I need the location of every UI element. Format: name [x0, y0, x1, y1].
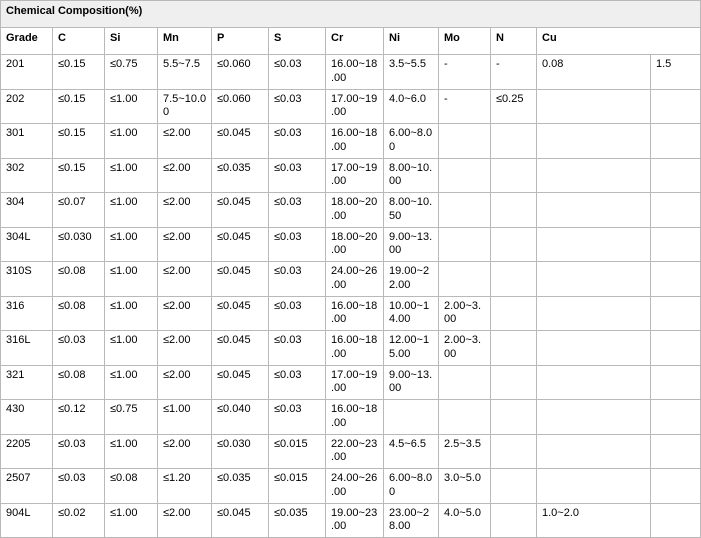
cell-mn: 5.5~7.5 [158, 55, 212, 90]
cell-c: ≤0.15 [53, 158, 105, 193]
cell-ni: 12.00~15.00 [384, 331, 439, 366]
cell-ni: 6.00~8.00 [384, 469, 439, 504]
cell-si: ≤0.75 [105, 55, 158, 90]
cell-n [491, 296, 537, 331]
cell-p: ≤0.045 [212, 124, 269, 159]
cell-mo: - [439, 55, 491, 90]
table-row [1, 89, 701, 124]
cell-extra [651, 365, 701, 400]
cell-ni: 4.5~6.5 [384, 434, 439, 469]
cell-s: ≤0.03 [269, 124, 326, 159]
cell-cu [537, 400, 651, 435]
cell-ni: 6.00~8.00 [384, 124, 439, 159]
cell-cr: 18.00~20.00 [326, 193, 384, 228]
cell-ni: 10.00~14.00 [384, 296, 439, 331]
cell-si: ≤1.00 [105, 193, 158, 228]
cell-mo: - [439, 89, 491, 124]
cell-grade: 316L [1, 331, 53, 366]
cell-n [491, 331, 537, 366]
table-row [1, 227, 701, 262]
column-header-mn: Mn [158, 28, 212, 55]
cell-extra [651, 434, 701, 469]
cell-n [491, 262, 537, 297]
cell-si: ≤1.00 [105, 365, 158, 400]
cell-p: ≤0.035 [212, 158, 269, 193]
cell-mo: 2.5~3.5 [439, 434, 491, 469]
cell-s: ≤0.03 [269, 158, 326, 193]
cell-s: ≤0.03 [269, 193, 326, 228]
cell-grade: 301 [1, 124, 53, 159]
cell-s: ≤0.03 [269, 296, 326, 331]
cell-si: ≤1.00 [105, 503, 158, 538]
cell-mo: 4.0~5.0 [439, 503, 491, 538]
cell-p: ≤0.060 [212, 89, 269, 124]
cell-n [491, 365, 537, 400]
cell-si: ≤1.00 [105, 89, 158, 124]
cell-s: ≤0.03 [269, 227, 326, 262]
column-header-mo: Mo [439, 28, 491, 55]
cell-ni: 4.0~6.0 [384, 89, 439, 124]
cell-cu [537, 158, 651, 193]
table-row [1, 124, 701, 159]
cell-cr: 17.00~19.00 [326, 158, 384, 193]
cell-ni: 19.00~22.00 [384, 262, 439, 297]
cell-s: ≤0.015 [269, 469, 326, 504]
cell-mn: ≤1.20 [158, 469, 212, 504]
cell-c: ≤0.08 [53, 296, 105, 331]
cell-cu [537, 469, 651, 504]
cell-grade: 304L [1, 227, 53, 262]
column-header-cu: Cu [537, 28, 701, 55]
cell-si: ≤1.00 [105, 262, 158, 297]
cell-cr: 24.00~26.00 [326, 469, 384, 504]
table-row [1, 400, 701, 435]
cell-grade: 2507 [1, 469, 53, 504]
cell-c: ≤0.12 [53, 400, 105, 435]
cell-si: ≤1.00 [105, 227, 158, 262]
cell-ni: 9.00~13.00 [384, 227, 439, 262]
cell-extra [651, 262, 701, 297]
cell-cr: 24.00~26.00 [326, 262, 384, 297]
cell-n: ≤0.25 [491, 89, 537, 124]
cell-si: ≤1.00 [105, 158, 158, 193]
cell-grade: 2205 [1, 434, 53, 469]
cell-cu [537, 365, 651, 400]
cell-p: ≤0.045 [212, 296, 269, 331]
cell-grade: 430 [1, 400, 53, 435]
cell-c: ≤0.03 [53, 469, 105, 504]
cell-si: ≤1.00 [105, 124, 158, 159]
cell-mo: 3.0~5.0 [439, 469, 491, 504]
column-header-grade: Grade [1, 28, 53, 55]
table-row [1, 365, 701, 400]
cell-cu [537, 193, 651, 228]
cell-n [491, 124, 537, 159]
cell-cr: 17.00~19.00 [326, 89, 384, 124]
cell-c: ≤0.15 [53, 55, 105, 90]
cell-n [491, 227, 537, 262]
cell-mn: ≤1.00 [158, 400, 212, 435]
cell-cu [537, 331, 651, 366]
cell-cr: 19.00~23.00 [326, 503, 384, 538]
cell-mo [439, 124, 491, 159]
cell-mn: ≤2.00 [158, 193, 212, 228]
cell-cu [537, 124, 651, 159]
cell-cr: 16.00~18.00 [326, 124, 384, 159]
cell-extra [651, 124, 701, 159]
cell-extra [651, 469, 701, 504]
cell-c: ≤0.03 [53, 331, 105, 366]
column-header-cr: Cr [326, 28, 384, 55]
cell-ni: 3.5~5.5 [384, 55, 439, 90]
cell-ni: 8.00~10.00 [384, 158, 439, 193]
cell-c: ≤0.15 [53, 124, 105, 159]
table-header-row [1, 28, 701, 55]
cell-cr: 16.00~18.00 [326, 400, 384, 435]
cell-cu [537, 434, 651, 469]
cell-cr: 22.00~23.00 [326, 434, 384, 469]
cell-p: ≤0.045 [212, 227, 269, 262]
cell-si: ≤1.00 [105, 296, 158, 331]
cell-mn: ≤2.00 [158, 331, 212, 366]
table-title: Chemical Composition(%) [1, 1, 701, 28]
column-header-c: C [53, 28, 105, 55]
cell-p: ≤0.045 [212, 365, 269, 400]
cell-grade: 310S [1, 262, 53, 297]
table-row [1, 503, 701, 538]
cell-extra [651, 400, 701, 435]
cell-grade: 304 [1, 193, 53, 228]
cell-p: ≤0.035 [212, 469, 269, 504]
cell-extra [651, 503, 701, 538]
cell-c: ≤0.15 [53, 89, 105, 124]
cell-cu [537, 296, 651, 331]
cell-c: ≤0.030 [53, 227, 105, 262]
cell-mo [439, 193, 491, 228]
cell-extra [651, 227, 701, 262]
cell-extra [651, 89, 701, 124]
cell-mo [439, 227, 491, 262]
cell-p: ≤0.045 [212, 262, 269, 297]
cell-n [491, 469, 537, 504]
cell-ni: 8.00~10.50 [384, 193, 439, 228]
cell-c: ≤0.02 [53, 503, 105, 538]
cell-mn: ≤2.00 [158, 124, 212, 159]
cell-s: ≤0.03 [269, 55, 326, 90]
cell-p: ≤0.030 [212, 434, 269, 469]
cell-mn: ≤2.00 [158, 262, 212, 297]
cell-mn: ≤2.00 [158, 158, 212, 193]
cell-grade: 904L [1, 503, 53, 538]
cell-n [491, 400, 537, 435]
cell-p: ≤0.045 [212, 331, 269, 366]
cell-n [491, 503, 537, 538]
cell-cu [537, 262, 651, 297]
cell-mo: 2.00~3.00 [439, 331, 491, 366]
cell-extra [651, 296, 701, 331]
cell-mo [439, 158, 491, 193]
cell-n [491, 434, 537, 469]
cell-ni [384, 400, 439, 435]
table-row [1, 434, 701, 469]
cell-n [491, 158, 537, 193]
cell-mn: ≤2.00 [158, 365, 212, 400]
column-header-s: S [269, 28, 326, 55]
cell-ni: 23.00~28.00 [384, 503, 439, 538]
column-header-ni: Ni [384, 28, 439, 55]
cell-s: ≤0.03 [269, 262, 326, 297]
cell-grade: 202 [1, 89, 53, 124]
cell-mn: ≤2.00 [158, 434, 212, 469]
cell-s: ≤0.03 [269, 400, 326, 435]
cell-mo [439, 262, 491, 297]
cell-mn: ≤2.00 [158, 227, 212, 262]
cell-extra: 1.5 [651, 55, 701, 90]
table-row [1, 296, 701, 331]
cell-n: - [491, 55, 537, 90]
column-header-n: N [491, 28, 537, 55]
cell-c: ≤0.08 [53, 365, 105, 400]
table-row [1, 331, 701, 366]
cell-p: ≤0.060 [212, 55, 269, 90]
table-row [1, 193, 701, 228]
cell-c: ≤0.03 [53, 434, 105, 469]
cell-cu: 0.08 [537, 55, 651, 90]
cell-s: ≤0.03 [269, 331, 326, 366]
cell-p: ≤0.045 [212, 503, 269, 538]
cell-grade: 316 [1, 296, 53, 331]
cell-ni: 9.00~13.00 [384, 365, 439, 400]
cell-cr: 16.00~18.00 [326, 296, 384, 331]
table-row [1, 158, 701, 193]
cell-cr: 16.00~18.00 [326, 55, 384, 90]
cell-mo [439, 400, 491, 435]
cell-cu [537, 89, 651, 124]
cell-n [491, 193, 537, 228]
cell-mn: ≤2.00 [158, 296, 212, 331]
cell-grade: 302 [1, 158, 53, 193]
cell-grade: 321 [1, 365, 53, 400]
cell-c: ≤0.08 [53, 262, 105, 297]
cell-grade: 201 [1, 55, 53, 90]
cell-si: ≤1.00 [105, 331, 158, 366]
cell-s: ≤0.015 [269, 434, 326, 469]
cell-extra [651, 158, 701, 193]
cell-mn: 7.5~10.00 [158, 89, 212, 124]
cell-si: ≤1.00 [105, 434, 158, 469]
cell-extra [651, 331, 701, 366]
cell-mn: ≤2.00 [158, 503, 212, 538]
cell-cu: 1.0~2.0 [537, 503, 651, 538]
column-header-p: P [212, 28, 269, 55]
cell-s: ≤0.035 [269, 503, 326, 538]
cell-cr: 18.00~20.00 [326, 227, 384, 262]
cell-mo [439, 365, 491, 400]
table-row [1, 262, 701, 297]
cell-cu [537, 227, 651, 262]
cell-c: ≤0.07 [53, 193, 105, 228]
cell-si: ≤0.08 [105, 469, 158, 504]
table-row [1, 469, 701, 504]
column-header-si: Si [105, 28, 158, 55]
cell-p: ≤0.040 [212, 400, 269, 435]
cell-p: ≤0.045 [212, 193, 269, 228]
cell-extra [651, 193, 701, 228]
table-row [1, 55, 701, 90]
cell-mo: 2.00~3.00 [439, 296, 491, 331]
cell-cr: 17.00~19.00 [326, 365, 384, 400]
table-title-row [1, 1, 701, 28]
cell-s: ≤0.03 [269, 89, 326, 124]
cell-s: ≤0.03 [269, 365, 326, 400]
cell-cr: 16.00~18.00 [326, 331, 384, 366]
cell-si: ≤0.75 [105, 400, 158, 435]
